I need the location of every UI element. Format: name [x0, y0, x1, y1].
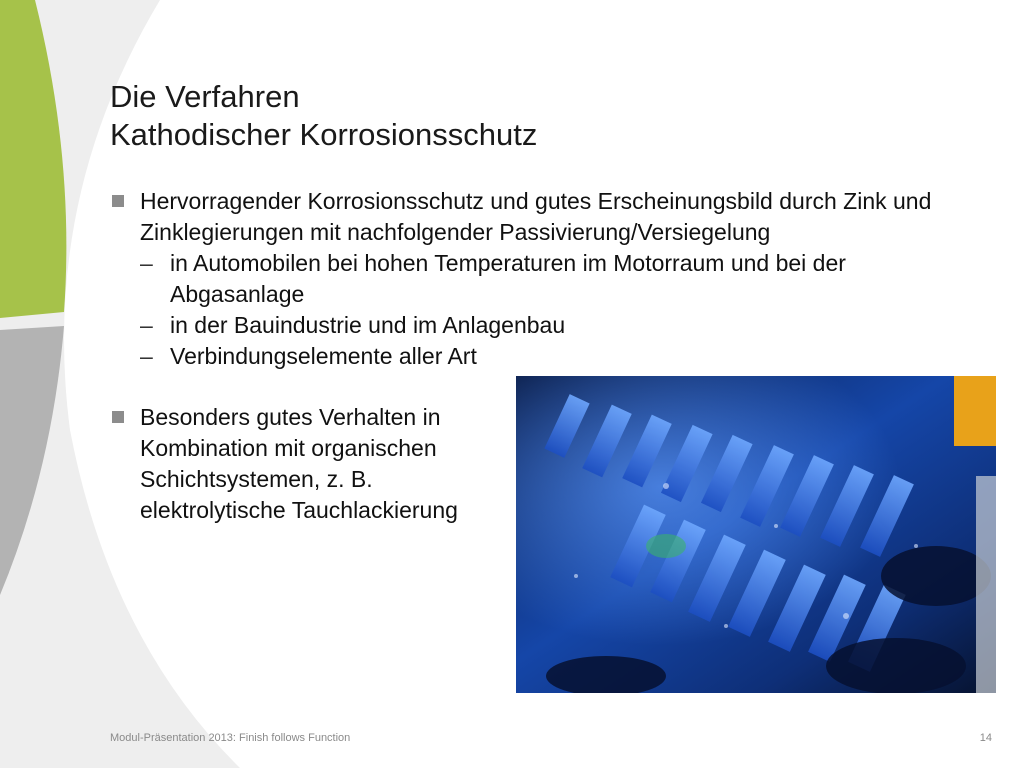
coating-process-photo: [516, 376, 996, 693]
dash-marker: –: [140, 343, 153, 369]
sub-bullet-text: in der Bauindustrie und im Anlagenbau: [170, 312, 566, 338]
bullet-item: [110, 186, 970, 248]
sub-bullet-text: Verbindungselemente aller Art: [170, 343, 477, 369]
sub-bullet-text: in Automobilen bei hohen Temperaturen im Motorraum und bei der Abgasanlage: [170, 250, 846, 307]
footer-text: Modul-Präsentation 2013: Finish follows Function: [110, 732, 351, 744]
dash-marker: –: [140, 250, 153, 276]
slide-title: [110, 78, 537, 154]
square-bullet-icon: [112, 411, 124, 423]
title-line-1: Die Verfahren: [110, 79, 300, 114]
sub-bullet-item: [110, 248, 970, 310]
dash-marker: –: [140, 312, 153, 338]
bullet-text: Besonders gutes Verhalten in Kombination mit organischen Schichtsystemen, z. B. elektrolytische Tauchlackierung: [140, 404, 458, 523]
bullet-list-2: [110, 402, 510, 526]
sub-bullet-item: [110, 310, 970, 341]
title-line-2: Kathodischer Korrosionsschutz: [110, 117, 538, 152]
bullet-text: Hervorragender Korrosionsschutz und gutes Erscheinungsbild durch Zink und Zinklegierungen mit nachfolgender Passivierung/Versiegelung: [140, 188, 932, 245]
bullet-list-1: [110, 186, 970, 372]
page-number: 14: [979, 732, 992, 744]
square-bullet-icon: [112, 195, 124, 207]
sub-bullet-item: [110, 341, 970, 372]
bullet-item: [110, 402, 510, 526]
